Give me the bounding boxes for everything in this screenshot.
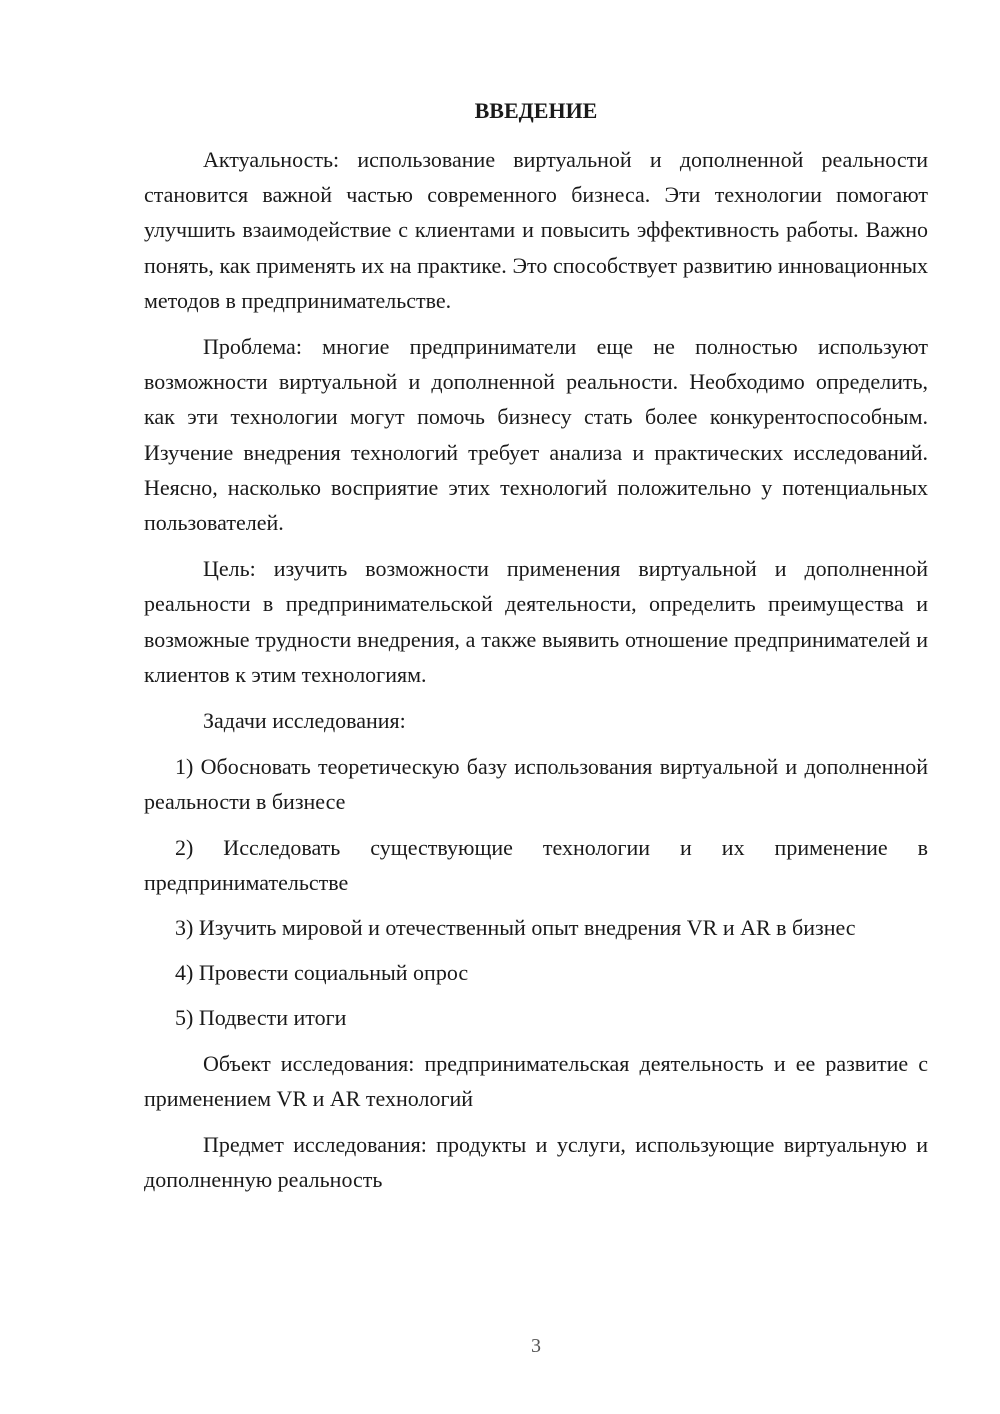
subject-paragraph: Предмет исследования: продукты и услуги, использующие виртуальную и дополненную реальность bbox=[144, 1132, 928, 1193]
task-item: 3) Изучить мировой и отечественный опыт внедрения VR и AR в бизнес bbox=[175, 915, 856, 941]
section-title: ВВЕДЕНИЕ bbox=[474, 98, 598, 123]
task-item: 2) Исследовать существующие технологии и их применение в предпринимательстве bbox=[144, 834, 928, 895]
problem-paragraph: Проблема: многие предприниматели еще не полностью используют возможности виртуальной и дополненной реальности. Необходимо определить, как эти технологии могут помочь бизнесу стать более конкурентоспособным. Изучение внедрения технологий требует анализа и практических исследований. Неясно, насколько восприятие этих технологий положительно у потенциальных пользователей. bbox=[144, 334, 928, 536]
page-number: 3 bbox=[531, 1335, 541, 1357]
tasks-heading: Задачи исследования: bbox=[203, 708, 406, 734]
task-item: 1) Обосновать теоретическую базу использования виртуальной и дополненной реальности в бизнесе bbox=[144, 754, 928, 815]
tasks-list bbox=[144, 749, 928, 1035]
object-paragraph: Объект исследования: предпринимательская деятельность и ее развитие с применением VR и AR технологий bbox=[144, 1050, 928, 1111]
task-item: 5) Подвести итоги bbox=[175, 1005, 347, 1031]
task-item: 4) Провести социальный опрос bbox=[175, 960, 469, 986]
document-body bbox=[144, 142, 928, 1208]
goal-paragraph: Цель: изучить возможности применения виртуальной и дополненной реальности в предпринимательской деятельности, определить преимущества и возможные трудности внедрения, а также выявить отношение предпринимателей и клиентов к этим технологиям. bbox=[144, 556, 928, 687]
relevance-paragraph: Актуальность: использование виртуальной и дополненной реальности становится важной частью современного бизнеса. Эти технологии помогают улучшить взаимодействие с клиентами и повысить эффективность работы. Важно понять, как применять их на практике. Это способствует развитию инновационных методов в предпринимательстве. bbox=[144, 147, 928, 313]
